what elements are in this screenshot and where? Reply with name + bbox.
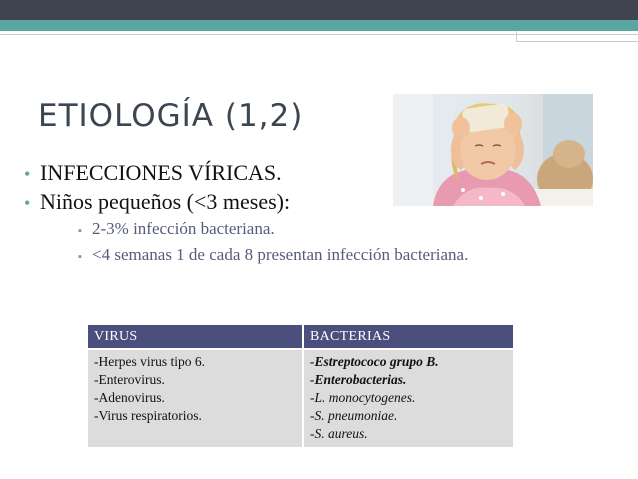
- table-header-row: [88, 325, 513, 349]
- decorative-line: [0, 34, 638, 35]
- virus-item: -Virus respiratorios.: [94, 408, 202, 423]
- virus-cell: [88, 349, 303, 447]
- bullet-list: [24, 160, 584, 268]
- decorative-line-short: [516, 41, 638, 42]
- sub-bullet-marker: ▪: [78, 251, 82, 263]
- bacteria-item: -L. monocytogenes.: [310, 390, 416, 405]
- virus-item: -Herpes virus tipo 6.: [94, 354, 205, 369]
- bullet-text: INFECCIONES VÍRICAS.: [40, 160, 282, 185]
- bacteria-item: -Enterobacterias.: [310, 372, 407, 387]
- bacteria-item: -S. aureus.: [310, 426, 368, 441]
- sub-bullet-text: <4 semanas 1 de cada 8 presentan infección bacteriana.: [92, 245, 469, 264]
- table-header-virus: VIRUS: [88, 325, 303, 349]
- top-banner-teal: [0, 20, 638, 31]
- bacteria-item: -S. pneumoniae.: [310, 408, 398, 423]
- table-row: [88, 349, 513, 447]
- sub-bullet-marker: ▪: [78, 225, 82, 237]
- bacterias-cell: [303, 349, 513, 447]
- virus-item: -Adenovirus.: [94, 390, 165, 405]
- bullet-text: Niños pequeños (<3 meses):: [40, 189, 291, 214]
- bullet-item: [24, 160, 584, 186]
- bacteria-item: -Estreptococo grupo B.: [310, 354, 439, 369]
- virus-item: -Enterovirus.: [94, 372, 165, 387]
- decorative-line-vertical: [516, 31, 517, 41]
- top-banner-dark: [0, 0, 638, 20]
- slide-title: ETIOLOGÍA (1,2): [38, 98, 304, 134]
- sub-bullet-text: 2-3% infección bacteriana.: [92, 219, 275, 238]
- sub-bullet-item: [78, 218, 584, 242]
- table-header-bacterias: BACTERIAS: [303, 325, 513, 349]
- bullet-marker: •: [24, 193, 31, 213]
- sub-bullet-item: [78, 244, 584, 268]
- etiology-table: [88, 325, 513, 447]
- bullet-marker: •: [24, 164, 31, 184]
- bullet-item: [24, 189, 584, 215]
